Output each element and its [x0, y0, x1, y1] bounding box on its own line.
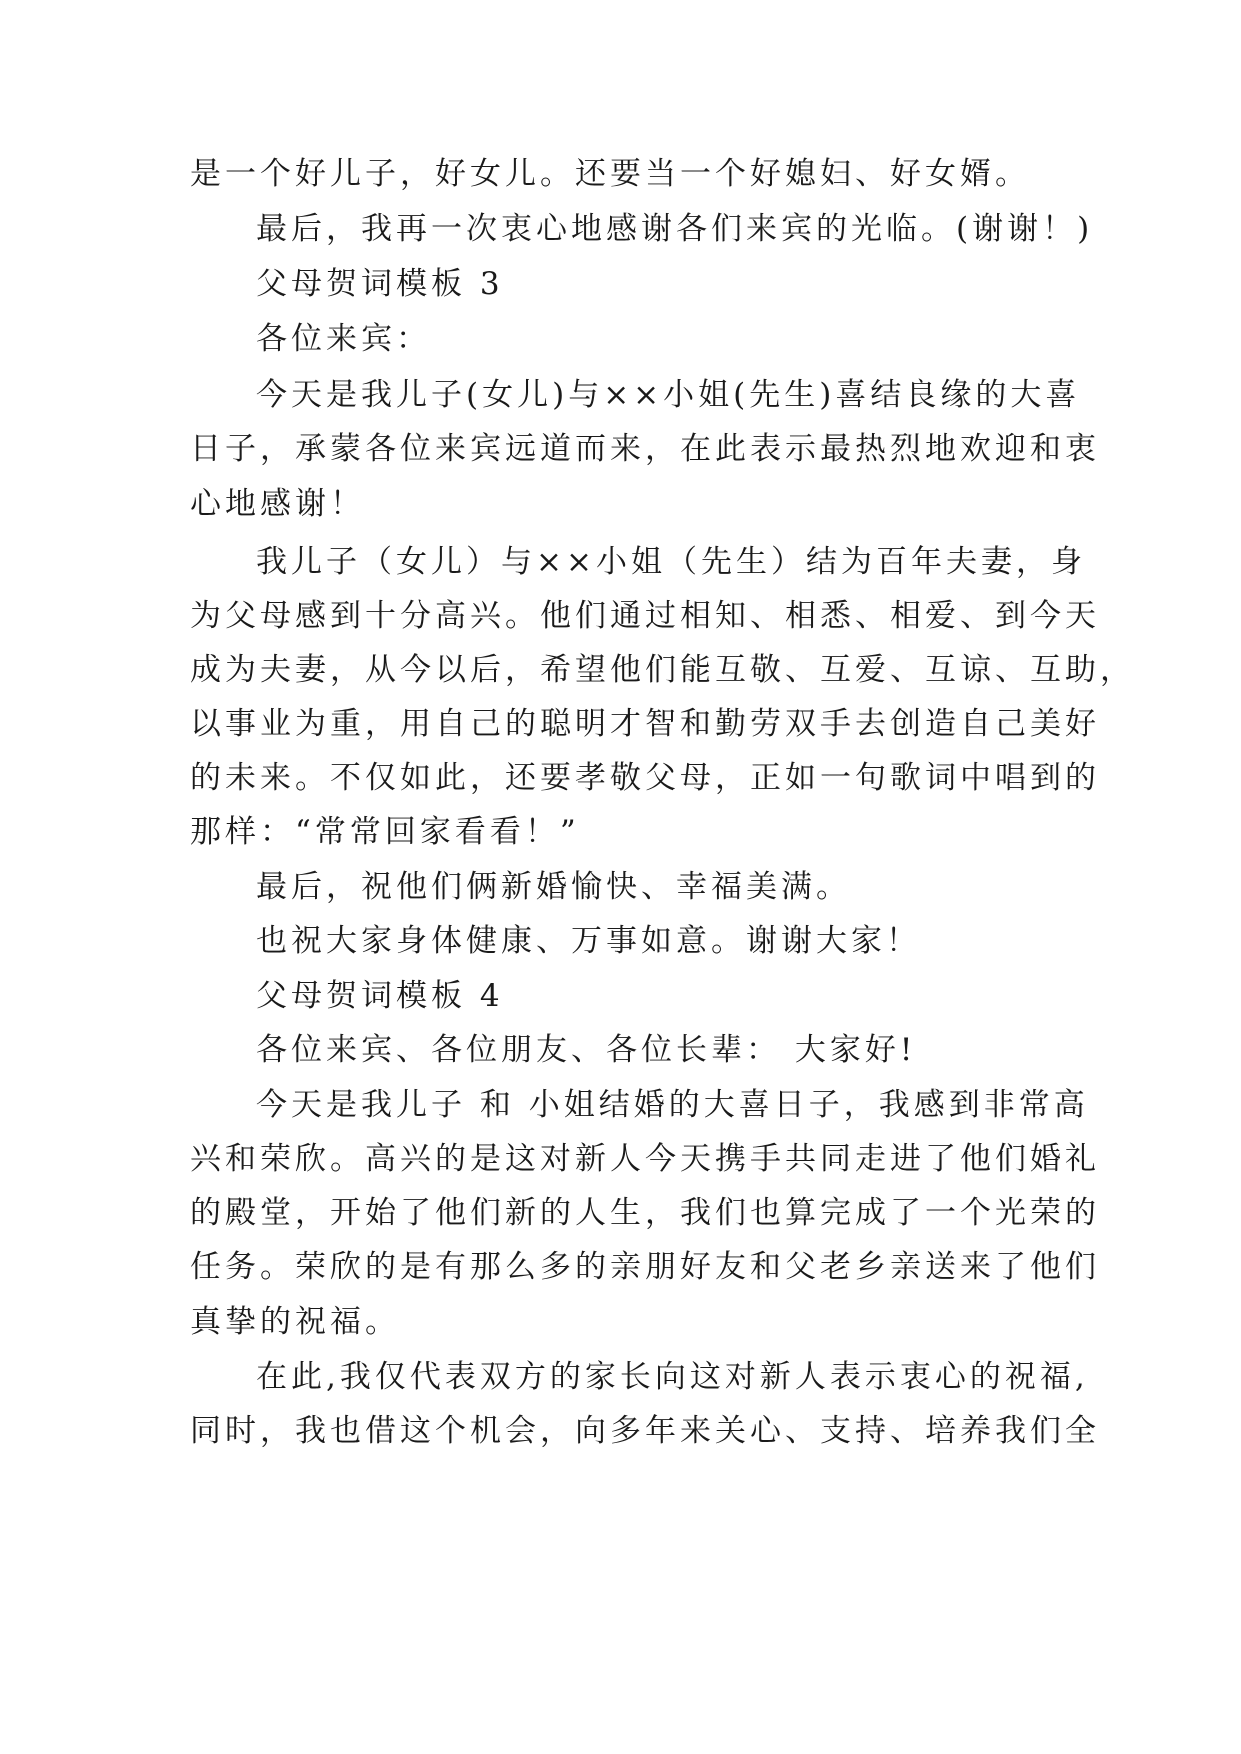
text-line: 以事业为重，用自己的聪明才智和勤劳双手去创造自己美好 [190, 706, 1100, 742]
text-line: 为父母感到十分高兴。他们通过相知、相悉、相爱、到今天 [190, 598, 1100, 634]
text-line: 我儿子（女儿）与××小姐（先生）结为百年夫妻，身 [256, 544, 1086, 580]
text-line: 在此,我仅代表双方的家长向这对新人表示衷心的祝福, [256, 1359, 1089, 1395]
section-heading: 父母贺词模板 3 [256, 266, 504, 302]
text-line: 也祝大家身体健康、万事如意。谢谢大家！ [256, 923, 921, 959]
salutation: 各位来宾、各位朋友、各位长辈： 大家好! [256, 1032, 917, 1068]
text-line: 今天是我儿子 和 小姐结婚的大喜日子，我感到非常高 [256, 1087, 1089, 1123]
text-line: 那样：“常常回家看看！” [190, 814, 580, 850]
text-line: 最后，我再一次衷心地感谢各们来宾的光临。(谢谢！) [256, 211, 1094, 247]
text-line: 兴和荣欣。高兴的是这对新人今天携手共同走进了他们婚礼 [190, 1141, 1100, 1177]
text-line: 任务。荣欣的是有那么多的亲朋好友和父老乡亲送来了他们 [190, 1249, 1100, 1285]
text-line: 真挚的祝福。 [190, 1304, 400, 1340]
text-line: 今天是我儿子(女儿)与××小姐(先生)喜结良缘的大喜 [256, 377, 1081, 413]
text-line: 心地感谢！ [190, 486, 365, 522]
text-line: 同时，我也借这个机会，向多年来关心、支持、培养我们全 [190, 1413, 1100, 1449]
section-heading: 父母贺词模板 4 [256, 978, 504, 1014]
text-line: 最后，祝他们俩新婚愉快、幸福美满。 [256, 869, 851, 905]
text-line: 成为夫妻，从今以后，希望他们能互敬、互爱、互谅、互助， [190, 652, 1135, 688]
text-line: 的殿堂，开始了他们新的人生，我们也算完成了一个光荣的 [190, 1195, 1100, 1231]
salutation: 各位来宾： [256, 321, 431, 357]
text-line: 日子，承蒙各位来宾远道而来，在此表示最热烈地欢迎和衷 [190, 431, 1100, 467]
text-line: 的未来。不仅如此，还要孝敬父母，正如一句歌词中唱到的 [190, 760, 1100, 796]
text-line: 是一个好儿子，好女儿。还要当一个好媳妇、好女婿。 [190, 156, 1030, 192]
